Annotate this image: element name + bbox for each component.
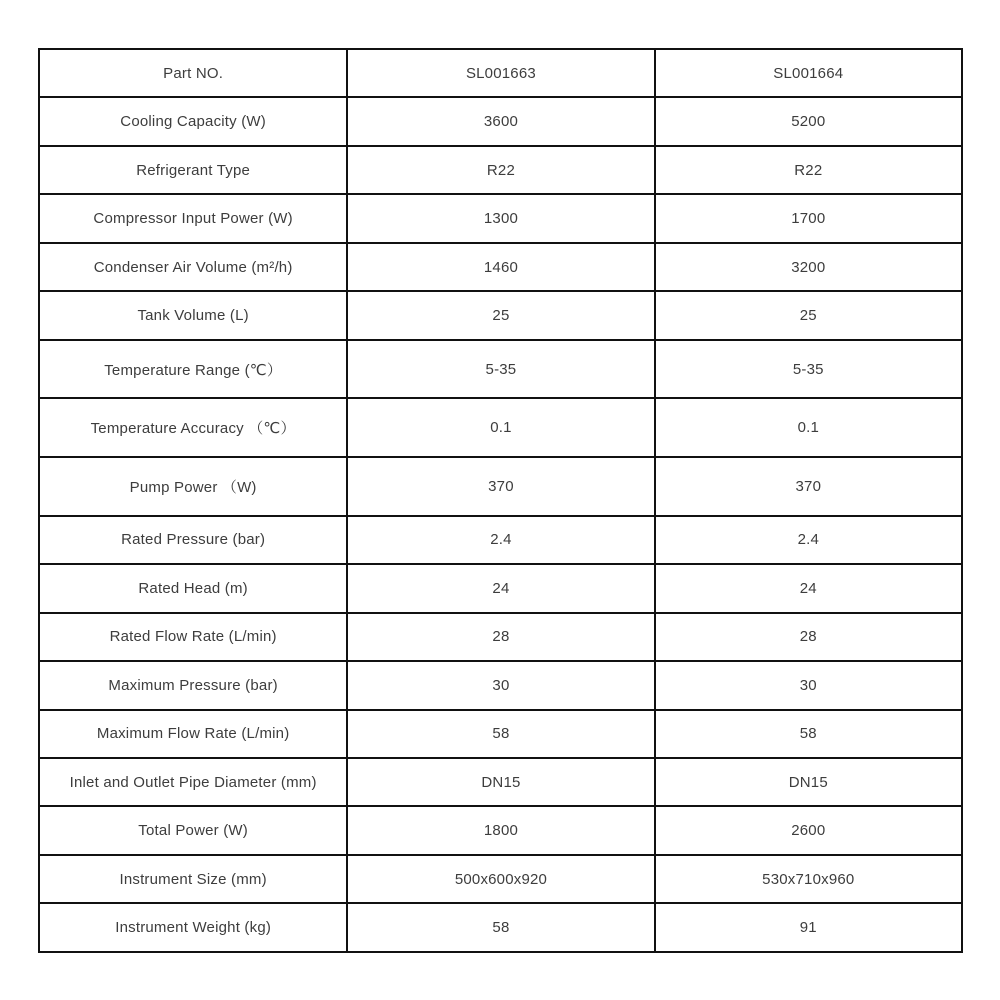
table-row xyxy=(39,146,962,194)
row-value: 530x710x960 xyxy=(655,855,962,903)
row-label: Rated Flow Rate (L/min) xyxy=(39,613,347,661)
row-value: DN15 xyxy=(655,758,962,806)
table-row xyxy=(39,243,962,291)
row-value: 58 xyxy=(347,710,654,758)
table-row xyxy=(39,340,962,399)
row-label: Maximum Pressure (bar) xyxy=(39,661,347,709)
row-value: 58 xyxy=(655,710,962,758)
row-value: 58 xyxy=(347,903,654,952)
row-label: Cooling Capacity (W) xyxy=(39,97,347,145)
spec-table-container xyxy=(38,48,963,953)
row-value: 28 xyxy=(347,613,654,661)
row-label: Inlet and Outlet Pipe Diameter (mm) xyxy=(39,758,347,806)
row-value: 30 xyxy=(347,661,654,709)
row-label: Temperature Range (℃） xyxy=(39,340,347,399)
row-value: 2.4 xyxy=(655,516,962,564)
row-value: R22 xyxy=(347,146,654,194)
row-label: Refrigerant Type xyxy=(39,146,347,194)
table-row xyxy=(39,903,962,952)
table-row xyxy=(39,194,962,242)
row-value: 5200 xyxy=(655,97,962,145)
table-row xyxy=(39,855,962,903)
table-row xyxy=(39,49,962,97)
spec-table-body xyxy=(39,49,962,952)
row-value: 25 xyxy=(347,291,654,339)
row-value: 2600 xyxy=(655,806,962,854)
row-label: Condenser Air Volume (m²/h) xyxy=(39,243,347,291)
row-value: 1460 xyxy=(347,243,654,291)
row-value: 28 xyxy=(655,613,962,661)
row-value: 24 xyxy=(655,564,962,612)
row-value: 91 xyxy=(655,903,962,952)
table-row xyxy=(39,710,962,758)
row-value: 24 xyxy=(347,564,654,612)
row-value: 500x600x920 xyxy=(347,855,654,903)
table-row xyxy=(39,564,962,612)
row-value: 5-35 xyxy=(655,340,962,399)
row-value: 1700 xyxy=(655,194,962,242)
row-label: Compressor Input Power (W) xyxy=(39,194,347,242)
table-row xyxy=(39,398,962,457)
row-label: Pump Power （W) xyxy=(39,457,347,516)
row-label: Maximum Flow Rate (L/min) xyxy=(39,710,347,758)
row-label: Rated Pressure (bar) xyxy=(39,516,347,564)
row-label: Instrument Size (mm) xyxy=(39,855,347,903)
row-value: 0.1 xyxy=(347,398,654,457)
spec-table xyxy=(38,48,963,953)
table-row xyxy=(39,291,962,339)
row-label: Part NO. xyxy=(39,49,347,97)
row-value: 2.4 xyxy=(347,516,654,564)
table-row xyxy=(39,613,962,661)
row-value: SL001663 xyxy=(347,49,654,97)
table-row xyxy=(39,806,962,854)
row-value: 1800 xyxy=(347,806,654,854)
row-label: Temperature Accuracy （℃） xyxy=(39,398,347,457)
row-value: 1300 xyxy=(347,194,654,242)
row-value: 370 xyxy=(347,457,654,516)
row-label: Total Power (W) xyxy=(39,806,347,854)
row-label: Rated Head (m) xyxy=(39,564,347,612)
table-row xyxy=(39,457,962,516)
row-label: Instrument Weight (kg) xyxy=(39,903,347,952)
row-value: DN15 xyxy=(347,758,654,806)
row-value: 30 xyxy=(655,661,962,709)
row-value: 3200 xyxy=(655,243,962,291)
row-value: 25 xyxy=(655,291,962,339)
table-row xyxy=(39,97,962,145)
table-row xyxy=(39,661,962,709)
table-row xyxy=(39,758,962,806)
row-label: Tank Volume (L) xyxy=(39,291,347,339)
row-value: R22 xyxy=(655,146,962,194)
row-value: 370 xyxy=(655,457,962,516)
row-value: 0.1 xyxy=(655,398,962,457)
row-value: 3600 xyxy=(347,97,654,145)
row-value: 5-35 xyxy=(347,340,654,399)
table-row xyxy=(39,516,962,564)
row-value: SL001664 xyxy=(655,49,962,97)
